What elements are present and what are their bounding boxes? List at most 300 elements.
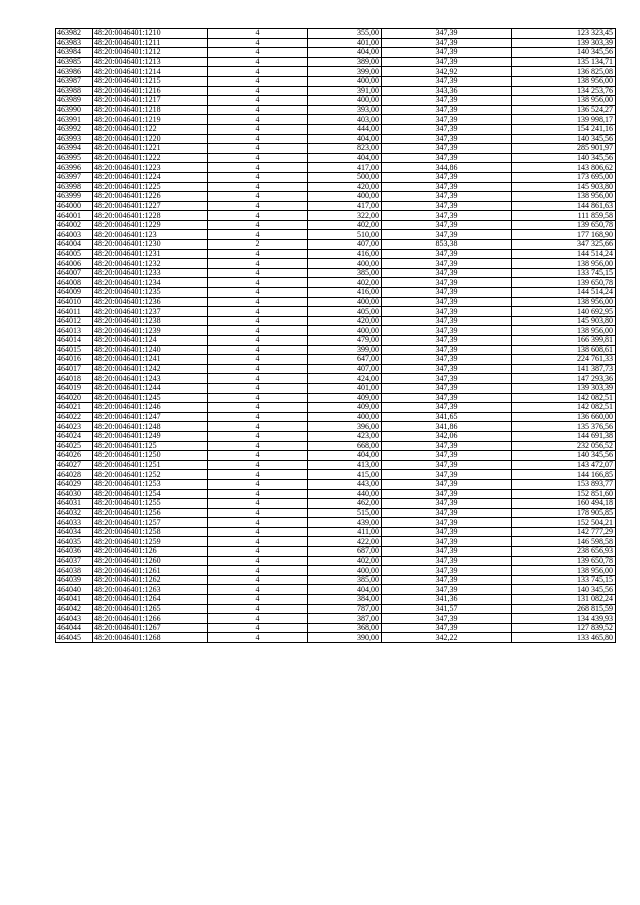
rate-cell: 347,39 — [382, 48, 512, 58]
table-row — [56, 230, 616, 240]
cadastral-number-cell: 48:20:0046401:1250 — [93, 451, 208, 461]
group-cell: 4 — [208, 575, 308, 585]
table-row — [56, 326, 616, 336]
value-cell: 136 825,08 — [512, 67, 616, 77]
table-row — [56, 220, 616, 230]
row-number-cell: 464016 — [56, 355, 93, 365]
cadastral-number-cell: 48:20:0046401:1253 — [93, 479, 208, 489]
group-cell: 4 — [208, 86, 308, 96]
area-cell: 400,00 — [308, 259, 382, 269]
cadastral-number-cell: 48:20:0046401:1231 — [93, 249, 208, 259]
row-number-cell: 464008 — [56, 278, 93, 288]
rate-cell: 347,39 — [382, 623, 512, 633]
table-row — [56, 556, 616, 566]
table-row — [56, 192, 616, 202]
group-cell: 4 — [208, 623, 308, 633]
area-cell: 647,00 — [308, 355, 382, 365]
value-cell: 138 956,00 — [512, 566, 616, 576]
value-cell: 142 082,51 — [512, 393, 616, 403]
rate-cell: 347,39 — [382, 105, 512, 115]
row-number-cell: 463997 — [56, 172, 93, 182]
cadastral-number-cell: 48:20:0046401:1251 — [93, 460, 208, 470]
value-cell: 133 745,15 — [512, 268, 616, 278]
rate-cell: 347,39 — [382, 76, 512, 86]
rate-cell: 341,36 — [382, 595, 512, 605]
area-cell: 479,00 — [308, 336, 382, 346]
table-row — [56, 575, 616, 585]
rate-cell: 342,06 — [382, 431, 512, 441]
group-cell: 4 — [208, 48, 308, 58]
value-cell: 136 524,27 — [512, 105, 616, 115]
row-number-cell: 464020 — [56, 393, 93, 403]
table-row — [56, 537, 616, 547]
cadastral-number-cell: 48:20:0046401:1232 — [93, 259, 208, 269]
row-number-cell: 464030 — [56, 489, 93, 499]
area-cell: 368,00 — [308, 623, 382, 633]
area-cell: 400,00 — [308, 192, 382, 202]
rate-cell: 347,39 — [382, 29, 512, 39]
value-cell: 153 893,77 — [512, 479, 616, 489]
cadastral-number-cell: 48:20:0046401:1211 — [93, 38, 208, 48]
row-number-cell: 464012 — [56, 316, 93, 326]
cadastral-number-cell: 48:20:0046401:1214 — [93, 67, 208, 77]
table-row — [56, 153, 616, 163]
cadastral-number-cell: 48:20:0046401:1228 — [93, 211, 208, 221]
rate-cell: 347,39 — [382, 124, 512, 134]
row-number-cell: 464007 — [56, 268, 93, 278]
row-number-cell: 464024 — [56, 431, 93, 441]
value-cell: 224 761,33 — [512, 355, 616, 365]
table-row — [56, 431, 616, 441]
value-cell: 144 514,24 — [512, 288, 616, 298]
rate-cell: 347,39 — [382, 211, 512, 221]
area-cell: 417,00 — [308, 163, 382, 173]
rate-cell: 347,39 — [382, 259, 512, 269]
rate-cell: 341,65 — [382, 412, 512, 422]
table-row — [56, 566, 616, 576]
row-number-cell: 463989 — [56, 96, 93, 106]
rate-cell: 347,39 — [382, 566, 512, 576]
area-cell: 404,00 — [308, 153, 382, 163]
table-row — [56, 412, 616, 422]
group-cell: 4 — [208, 57, 308, 67]
area-cell: 687,00 — [308, 547, 382, 557]
rate-cell: 341,57 — [382, 604, 512, 614]
value-cell: 139 303,39 — [512, 383, 616, 393]
value-cell: 144 861,63 — [512, 201, 616, 211]
group-cell: 4 — [208, 566, 308, 576]
area-cell: 400,00 — [308, 76, 382, 86]
rate-cell: 347,39 — [382, 326, 512, 336]
table-row — [56, 67, 616, 77]
area-cell: 416,00 — [308, 288, 382, 298]
group-cell: 4 — [208, 134, 308, 144]
area-cell: 413,00 — [308, 460, 382, 470]
value-cell: 140 345,56 — [512, 153, 616, 163]
cadastral-number-cell: 48:20:0046401:1249 — [93, 431, 208, 441]
row-number-cell: 463996 — [56, 163, 93, 173]
group-cell: 4 — [208, 105, 308, 115]
value-cell: 127 839,52 — [512, 623, 616, 633]
area-cell: 393,00 — [308, 105, 382, 115]
rate-cell: 347,39 — [382, 527, 512, 537]
rate-cell: 347,39 — [382, 182, 512, 192]
rate-cell: 347,39 — [382, 585, 512, 595]
area-cell: 500,00 — [308, 172, 382, 182]
area-cell: 404,00 — [308, 134, 382, 144]
cadastral-number-cell: 48:20:0046401:1224 — [93, 172, 208, 182]
value-cell: 141 387,73 — [512, 364, 616, 374]
group-cell: 4 — [208, 527, 308, 537]
value-cell: 131 082,24 — [512, 595, 616, 605]
rate-cell: 347,39 — [382, 297, 512, 307]
rate-cell: 347,39 — [382, 575, 512, 585]
row-number-cell: 464040 — [56, 585, 93, 595]
group-cell: 4 — [208, 431, 308, 441]
value-cell: 152 504,21 — [512, 518, 616, 528]
cadastral-number-cell: 48:20:0046401:1216 — [93, 86, 208, 96]
value-cell: 144 166,85 — [512, 470, 616, 480]
cadastral-number-cell: 48:20:0046401:1254 — [93, 489, 208, 499]
row-number-cell: 464017 — [56, 364, 93, 374]
group-cell: 4 — [208, 76, 308, 86]
table-row — [56, 268, 616, 278]
rate-cell: 347,39 — [382, 383, 512, 393]
value-cell: 145 903,80 — [512, 316, 616, 326]
rate-cell: 347,39 — [382, 364, 512, 374]
rate-cell: 347,39 — [382, 115, 512, 125]
group-cell: 4 — [208, 29, 308, 39]
area-cell: 399,00 — [308, 67, 382, 77]
cadastral-number-cell: 48:20:0046401:124 — [93, 336, 208, 346]
value-cell: 154 241,16 — [512, 124, 616, 134]
table-row — [56, 182, 616, 192]
cadastral-number-cell: 48:20:0046401:1261 — [93, 566, 208, 576]
row-number-cell: 464034 — [56, 527, 93, 537]
value-cell: 138 956,00 — [512, 76, 616, 86]
group-cell: 4 — [208, 441, 308, 451]
rate-cell: 344,86 — [382, 163, 512, 173]
group-cell: 4 — [208, 345, 308, 355]
area-cell: 510,00 — [308, 230, 382, 240]
rate-cell: 347,39 — [382, 336, 512, 346]
value-cell: 140 345,56 — [512, 451, 616, 461]
cadastral-number-cell: 48:20:0046401:1217 — [93, 96, 208, 106]
row-number-cell: 464003 — [56, 230, 93, 240]
cadastral-number-cell: 48:20:0046401:1262 — [93, 575, 208, 585]
table-row — [56, 508, 616, 518]
cadastral-number-cell: 48:20:0046401:1263 — [93, 585, 208, 595]
group-cell: 4 — [208, 307, 308, 317]
row-number-cell: 464002 — [56, 220, 93, 230]
value-cell: 140 345,56 — [512, 48, 616, 58]
group-cell: 4 — [208, 220, 308, 230]
area-cell: 400,00 — [308, 96, 382, 106]
group-cell: 4 — [208, 585, 308, 595]
group-cell: 4 — [208, 259, 308, 269]
area-cell: 385,00 — [308, 268, 382, 278]
value-cell: 133 745,15 — [512, 575, 616, 585]
row-number-cell: 464006 — [56, 259, 93, 269]
value-cell: 139 303,39 — [512, 38, 616, 48]
cadastral-number-cell: 48:20:0046401:1229 — [93, 220, 208, 230]
table-row — [56, 48, 616, 58]
rate-cell: 347,39 — [382, 220, 512, 230]
cadastral-number-cell: 48:20:0046401:1266 — [93, 614, 208, 624]
group-cell: 4 — [208, 67, 308, 77]
cadastral-number-cell: 48:20:0046401:1219 — [93, 115, 208, 125]
area-cell: 787,00 — [308, 604, 382, 614]
rate-cell: 347,39 — [382, 268, 512, 278]
group-cell: 4 — [208, 249, 308, 259]
area-cell: 400,00 — [308, 326, 382, 336]
value-cell: 142 777,29 — [512, 527, 616, 537]
cadastral-number-cell: 48:20:0046401:1230 — [93, 240, 208, 250]
group-cell: 4 — [208, 556, 308, 566]
value-cell: 138 956,00 — [512, 259, 616, 269]
row-number-cell: 464045 — [56, 633, 93, 643]
table-row — [56, 595, 616, 605]
group-cell: 4 — [208, 230, 308, 240]
table-row — [56, 470, 616, 480]
table-row — [56, 364, 616, 374]
row-number-cell: 464029 — [56, 479, 93, 489]
cadastral-number-cell: 48:20:0046401:1225 — [93, 182, 208, 192]
row-number-cell: 463993 — [56, 134, 93, 144]
group-cell: 4 — [208, 595, 308, 605]
area-cell: 396,00 — [308, 422, 382, 432]
table-body — [56, 29, 616, 643]
group-cell: 4 — [208, 201, 308, 211]
group-cell: 4 — [208, 96, 308, 106]
group-cell: 4 — [208, 38, 308, 48]
table-row — [56, 623, 616, 633]
table-row — [56, 201, 616, 211]
row-number-cell: 464013 — [56, 326, 93, 336]
area-cell: 515,00 — [308, 508, 382, 518]
area-cell: 402,00 — [308, 278, 382, 288]
row-number-cell: 464033 — [56, 518, 93, 528]
cadastral-number-cell: 48:20:0046401:1259 — [93, 537, 208, 547]
rate-cell: 853,38 — [382, 240, 512, 250]
area-cell: 405,00 — [308, 307, 382, 317]
cadastral-number-cell: 48:20:0046401:1246 — [93, 403, 208, 413]
value-cell: 138 956,00 — [512, 192, 616, 202]
group-cell: 4 — [208, 489, 308, 499]
value-cell: 138 956,00 — [512, 326, 616, 336]
row-number-cell: 463987 — [56, 76, 93, 86]
group-cell: 4 — [208, 326, 308, 336]
group-cell: 4 — [208, 268, 308, 278]
value-cell: 160 494,18 — [512, 499, 616, 509]
value-cell: 139 650,78 — [512, 556, 616, 566]
table-row — [56, 288, 616, 298]
rate-cell: 347,39 — [382, 508, 512, 518]
cadastral-number-cell: 48:20:0046401:1268 — [93, 633, 208, 643]
value-cell: 285 901,97 — [512, 144, 616, 154]
value-cell: 139 998,17 — [512, 115, 616, 125]
cadastral-number-cell: 48:20:0046401:1233 — [93, 268, 208, 278]
row-number-cell: 464038 — [56, 566, 93, 576]
table-row — [56, 527, 616, 537]
table-row — [56, 489, 616, 499]
row-number-cell: 464001 — [56, 211, 93, 221]
area-cell: 439,00 — [308, 518, 382, 528]
table-row — [56, 172, 616, 182]
value-cell: 134 253,76 — [512, 86, 616, 96]
cadastral-number-cell: 48:20:0046401:125 — [93, 441, 208, 451]
value-cell: 140 345,56 — [512, 585, 616, 595]
row-number-cell: 463983 — [56, 38, 93, 48]
area-cell: 411,00 — [308, 527, 382, 537]
area-cell: 389,00 — [308, 57, 382, 67]
value-cell: 144 514,24 — [512, 249, 616, 259]
table-row — [56, 297, 616, 307]
rate-cell: 347,39 — [382, 172, 512, 182]
area-cell: 409,00 — [308, 403, 382, 413]
row-number-cell: 463988 — [56, 86, 93, 96]
area-cell: 400,00 — [308, 412, 382, 422]
table-row — [56, 633, 616, 643]
group-cell: 4 — [208, 479, 308, 489]
row-number-cell: 464011 — [56, 307, 93, 317]
table-row — [56, 249, 616, 259]
cadastral-number-cell: 48:20:0046401:1237 — [93, 307, 208, 317]
value-cell: 136 660,00 — [512, 412, 616, 422]
cadastral-number-cell: 48:20:0046401:1260 — [93, 556, 208, 566]
value-cell: 347 325,66 — [512, 240, 616, 250]
group-cell: 4 — [208, 499, 308, 509]
group-cell: 4 — [208, 355, 308, 365]
row-number-cell: 464023 — [56, 422, 93, 432]
table-row — [56, 403, 616, 413]
rate-cell: 347,39 — [382, 278, 512, 288]
value-cell: 144 691,38 — [512, 431, 616, 441]
rate-cell: 347,39 — [382, 441, 512, 451]
value-cell: 138 956,00 — [512, 297, 616, 307]
area-cell: 444,00 — [308, 124, 382, 134]
row-number-cell: 464037 — [56, 556, 93, 566]
area-cell: 401,00 — [308, 38, 382, 48]
group-cell: 4 — [208, 115, 308, 125]
group-cell: 4 — [208, 163, 308, 173]
group-cell: 4 — [208, 508, 308, 518]
rate-cell: 347,39 — [382, 499, 512, 509]
rate-cell: 347,39 — [382, 374, 512, 384]
cadastral-number-cell: 48:20:0046401:1227 — [93, 201, 208, 211]
area-cell: 404,00 — [308, 585, 382, 595]
rate-cell: 347,39 — [382, 518, 512, 528]
value-cell: 138 956,00 — [512, 96, 616, 106]
cadastral-number-cell: 48:20:0046401:1247 — [93, 412, 208, 422]
row-number-cell: 464039 — [56, 575, 93, 585]
group-cell: 4 — [208, 422, 308, 432]
value-cell: 145 903,80 — [512, 182, 616, 192]
row-number-cell: 464014 — [56, 336, 93, 346]
cadastral-number-cell: 48:20:0046401:1244 — [93, 383, 208, 393]
group-cell: 4 — [208, 604, 308, 614]
group-cell: 4 — [208, 470, 308, 480]
area-cell: 409,00 — [308, 393, 382, 403]
cadastral-number-cell: 48:20:0046401:1256 — [93, 508, 208, 518]
area-cell: 404,00 — [308, 451, 382, 461]
area-cell: 404,00 — [308, 48, 382, 58]
area-cell: 420,00 — [308, 316, 382, 326]
group-cell: 4 — [208, 383, 308, 393]
area-cell: 390,00 — [308, 633, 382, 643]
group-cell: 4 — [208, 124, 308, 134]
table-row — [56, 422, 616, 432]
row-number-cell: 464025 — [56, 441, 93, 451]
rate-cell: 341,86 — [382, 422, 512, 432]
value-cell: 177 168,90 — [512, 230, 616, 240]
table-row — [56, 451, 616, 461]
table-row — [56, 76, 616, 86]
value-cell: 143 472,07 — [512, 460, 616, 470]
area-cell: 384,00 — [308, 595, 382, 605]
cadastral-number-cell: 48:20:0046401:1213 — [93, 57, 208, 67]
area-cell: 422,00 — [308, 537, 382, 547]
row-number-cell: 464043 — [56, 614, 93, 624]
table-row — [56, 355, 616, 365]
row-number-cell: 464021 — [56, 403, 93, 413]
rate-cell: 347,39 — [382, 230, 512, 240]
row-number-cell: 463982 — [56, 29, 93, 39]
rate-cell: 347,39 — [382, 403, 512, 413]
cadastral-number-cell: 48:20:0046401:1252 — [93, 470, 208, 480]
table-row — [56, 345, 616, 355]
row-number-cell: 464032 — [56, 508, 93, 518]
value-cell: 133 465,80 — [512, 633, 616, 643]
value-cell: 135 376,56 — [512, 422, 616, 432]
table-row — [56, 547, 616, 557]
table-row — [56, 441, 616, 451]
value-cell: 232 056,52 — [512, 441, 616, 451]
row-number-cell: 463990 — [56, 105, 93, 115]
cadastral-number-cell: 48:20:0046401:1267 — [93, 623, 208, 633]
group-cell: 4 — [208, 451, 308, 461]
cadastral-number-cell: 48:20:0046401:1226 — [93, 192, 208, 202]
group-cell: 2 — [208, 240, 308, 250]
area-cell: 355,00 — [308, 29, 382, 39]
area-cell: 399,00 — [308, 345, 382, 355]
group-cell: 4 — [208, 412, 308, 422]
cadastral-number-cell: 48:20:0046401:1242 — [93, 364, 208, 374]
area-cell: 416,00 — [308, 249, 382, 259]
table-row — [56, 38, 616, 48]
group-cell: 4 — [208, 336, 308, 346]
cadastral-number-cell: 48:20:0046401:1257 — [93, 518, 208, 528]
row-number-cell: 464028 — [56, 470, 93, 480]
row-number-cell: 463992 — [56, 124, 93, 134]
area-cell: 407,00 — [308, 364, 382, 374]
table-row — [56, 383, 616, 393]
group-cell: 4 — [208, 288, 308, 298]
cadastral-number-cell: 48:20:0046401:1258 — [93, 527, 208, 537]
row-number-cell: 464042 — [56, 604, 93, 614]
cadastral-number-cell: 48:20:0046401:1222 — [93, 153, 208, 163]
row-number-cell: 463986 — [56, 67, 93, 77]
group-cell: 4 — [208, 374, 308, 384]
table-row — [56, 518, 616, 528]
row-number-cell: 464022 — [56, 412, 93, 422]
table-row — [56, 499, 616, 509]
group-cell: 4 — [208, 297, 308, 307]
row-number-cell: 464010 — [56, 297, 93, 307]
table-row — [56, 585, 616, 595]
cadastral-number-cell: 48:20:0046401:1218 — [93, 105, 208, 115]
table-row — [56, 134, 616, 144]
